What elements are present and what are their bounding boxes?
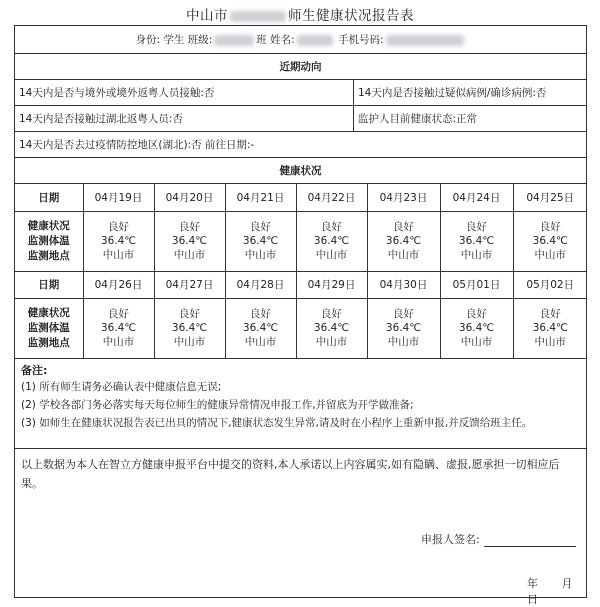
health-status-cell: 良好 36.4℃ 中山市 [225, 211, 296, 271]
date-cell: 04月30日 [367, 271, 440, 298]
health-status-cell: 良好 36.4℃ 中山市 [225, 298, 296, 358]
phone-label: 手机号码: [337, 34, 384, 46]
date-cell: 04月28日 [225, 271, 296, 298]
notes-section [15, 359, 587, 449]
status-row-label: 健康状况 监测体温 监测地点 [15, 211, 83, 271]
name-label: 姓名: [270, 34, 295, 46]
identity-value: 学生 [163, 34, 185, 46]
health-status-cell: 良好 36.4℃ 中山市 [367, 211, 440, 271]
recent-q4: 监护人目前健康状态:正常 [354, 106, 587, 132]
recent-q2: 14天内是否接触过疑似病例/确诊病例:否 [354, 80, 587, 106]
date-cell: 04月25日 [513, 184, 587, 211]
health-status-cell: 良好 36.4℃ 中山市 [440, 211, 513, 271]
signature-label: 申报人签名: [421, 533, 480, 546]
date-cell: 04月19日 [83, 184, 154, 211]
redacted-class [214, 35, 254, 46]
notes-title: 备注: [21, 364, 48, 377]
identity-row [15, 26, 587, 54]
signature-field [484, 546, 576, 547]
date-cell: 04月22日 [296, 184, 367, 211]
health-status-cell: 良好 36.4℃ 中山市 [440, 298, 513, 358]
identity-label: 身份: [135, 34, 161, 46]
health-grid [15, 184, 587, 358]
note-item: (2) 学校各部门务必落实每天每位师生的健康异常情况申报工作,并留底为开学做准备; [21, 399, 414, 411]
redacted-school-name [230, 11, 286, 22]
date-cell: 04月29日 [296, 271, 367, 298]
recent-q1: 14天内是否与境外或境外返粤人员接触:否 [15, 80, 354, 106]
date-label: 日期 [15, 184, 83, 211]
status-row-label: 健康状况 监测体温 监测地点 [15, 298, 83, 358]
page-title [0, 4, 600, 24]
class-label: 班级: [187, 34, 213, 46]
date-cell: 04月20日 [154, 184, 225, 211]
health-status-cell: 良好 36.4℃ 中山市 [296, 298, 367, 358]
health-report-form [14, 25, 587, 606]
health-status-cell: 良好 36.4℃ 中山市 [367, 298, 440, 358]
date-label: 日期 [15, 271, 83, 298]
date-cell: 04月21日 [225, 184, 296, 211]
health-status-cell: 良好 36.4℃ 中山市 [154, 298, 225, 358]
dates-row-week1 [15, 184, 587, 211]
dates-row-week2 [15, 271, 587, 298]
identity-cell [15, 26, 587, 54]
note-item: (3) 如师生在健康状况报告表已出具的情况下,健康状态发生异常,请及时在小程序上重新申报,并反馈给班主任。 [21, 417, 533, 429]
health-heading: 健康状况 [15, 158, 587, 184]
title-prefix: 中山市 [186, 8, 228, 24]
health-grid-cell [15, 184, 587, 359]
health-status-cell: 良好 36.4℃ 中山市 [296, 211, 367, 271]
pledge-text: 以上数据为本人在智立方健康申报平台中提交的资料,本人承诺以上内容属实,如有隐瞒、虚报,愿承担一切相应后果。 [21, 458, 560, 490]
health-status-cell: 良好 36.4℃ 中山市 [154, 211, 225, 271]
redacted-phone [386, 35, 464, 46]
date-cell: 04月27日 [154, 271, 225, 298]
class-suffix: 班 [256, 34, 267, 46]
pledge-section [15, 449, 587, 606]
status-row-week2 [15, 298, 587, 358]
date-cell: 05月02日 [513, 271, 587, 298]
date-cell: 05月01日 [440, 271, 513, 298]
signature-line [421, 531, 576, 547]
date-cell: 04月23日 [367, 184, 440, 211]
note-item: (1) 所有师生请务必确认表中健康信息无误; [21, 381, 222, 393]
health-status-cell: 良好 36.4℃ 中山市 [513, 211, 587, 271]
title-suffix: 师生健康状况报告表 [288, 8, 414, 24]
recent-q3: 14天内是否接触过湖北返粤人员:否 [15, 106, 354, 132]
health-status-cell: 良好 36.4℃ 中山市 [83, 298, 154, 358]
redacted-name [297, 35, 333, 46]
recent-q5: 14天内是否去过疫情防控地区(湖北):否 前往日期:- [15, 132, 587, 158]
recent-heading: 近期动向 [15, 54, 587, 80]
health-status-cell: 良好 36.4℃ 中山市 [513, 298, 587, 358]
status-row-week1 [15, 211, 587, 271]
health-status-cell: 良好 36.4℃ 中山市 [83, 211, 154, 271]
date-cell: 04月24日 [440, 184, 513, 211]
date-year-month-day: 年 月 日 [527, 577, 583, 606]
date-cell: 04月26日 [83, 271, 154, 298]
